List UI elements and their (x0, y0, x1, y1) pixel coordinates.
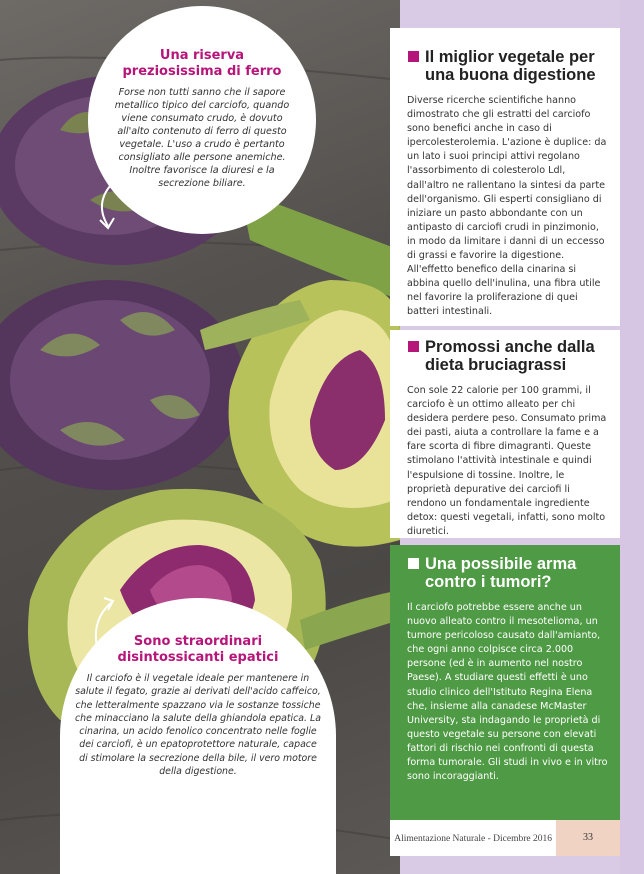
diet-title-line1: Promossi anche dalla (425, 338, 595, 356)
page-footer (390, 820, 620, 856)
iron-sidebar-circle (88, 6, 316, 234)
liver-sidebar-circle (60, 598, 336, 874)
page-edge (620, 0, 644, 874)
digestion-section-text: Diverse ricerche scientifiche hanno dimostrato che gli estratti del carciofo sono benefici anche in caso di ipercolesterolemia. L'azione è duplice: da un lato i suoi principi attivi regolano l'assorbimento di colesterolo Ldl, dall'altro ne rallentano la sintesi da parte dell'organismo. Gli esperti consigliano di iniziare un pasto abbondante con un antipasto di carciofi crudi in pinzimonio, in modo da limitare i danni di un eccesso di grassi e favorire la digestione. All'effetto benefico della cinarina si abbina quello dell'inulina, una fibra utile nel favorire la proliferazione di quei batteri intestinali. (407, 95, 607, 318)
liver-sidebar-title-line1: Sono straordinari (133, 634, 263, 649)
liver-sidebar-text: Il carciofo è il vegetale ideale per mantenere in salute il fegato, grazie ai derivati dell'acido caffeico, che letteralmente spazzano via le sostanze tossiche che minacciano la salute della ghiandola epatica. La cinarina, un acido fenolico concentrato nelle foglie dei carciofi, è un epatoprotettore naturale, capace di stimolare la secrezione della bile, il vero motore della digestione. (75, 673, 321, 778)
liver-sidebar-title (74, 634, 322, 666)
square-bullet-icon (408, 341, 419, 352)
iron-sidebar-title (110, 48, 294, 80)
digestion-section (390, 28, 620, 326)
diet-section (390, 330, 620, 538)
tumor-section-text: Il carciofo potrebbe essere anche un nuovo alleato contro il mesotelioma, un tumore pericoloso causato dall'amianto, che ogni anno colpisce circa 2.000 persone (ed è in aumento nel nostro Paese). A studiare questi effetti è uno studio clinico dell'Istituto Regina Elena che, insieme alla canadese McMaster University, sta indagando le proprietà di questo vegetale su persone con elevati fattori di rischio nei confronti di questa forma tumorale. Gli studi in vivo e in vitro sono incoraggianti. (407, 602, 608, 783)
diet-title-line2: dieta bruciagrassi (425, 356, 567, 374)
diet-section-text: Con sole 22 calorie per 100 grammi, il carciofo è un ottimo alleato per chi desidera perdere peso. Consumato prima dei pasti, aiuta a controllare la fame e a fare scorta di fibre dimagranti. Queste stimolano l'attività intestinale e quindi l'espulsione di tossine. Inoltre, le proprietà depurative dei carciofi li rendono un fondamentale ingrediente detox: questi vegetali, infatti, sono molto diuretici. (407, 385, 607, 537)
digestion-title-line1: Il miglior vegetale per (425, 48, 595, 66)
tumor-section (390, 545, 620, 820)
iron-sidebar-title-line2: preziosissima di ferro (122, 64, 282, 79)
square-bullet-icon (408, 558, 419, 569)
tumor-title-line1: Una possibile arma (425, 555, 577, 573)
publication-credit: Alimentazione Naturale - Dicembre 2016 (394, 834, 552, 844)
square-bullet-icon (408, 51, 419, 62)
digestion-section-title (407, 48, 608, 84)
diet-section-title (407, 338, 608, 374)
digestion-title-line2: una buona digestione (425, 66, 596, 84)
liver-sidebar-title-line2: disintossicanti epatici (117, 650, 279, 665)
iron-sidebar-text: Forse non tutti sanno che il sapore metallico tipico del carciofo, quando viene consumato crudo, è dovuto all'alto contenuto di ferro di questo vegetale. L'uso a crudo è pertanto consigliato alle persone anemiche. Inoltre favorisce la diuresi e la secrezione biliare. (114, 87, 290, 189)
tumor-title-line2: contro i tumori? (425, 573, 552, 591)
tumor-section-title (407, 555, 608, 591)
iron-sidebar-title-line1: Una riserva (159, 48, 245, 63)
page-number: 33 (556, 820, 620, 856)
